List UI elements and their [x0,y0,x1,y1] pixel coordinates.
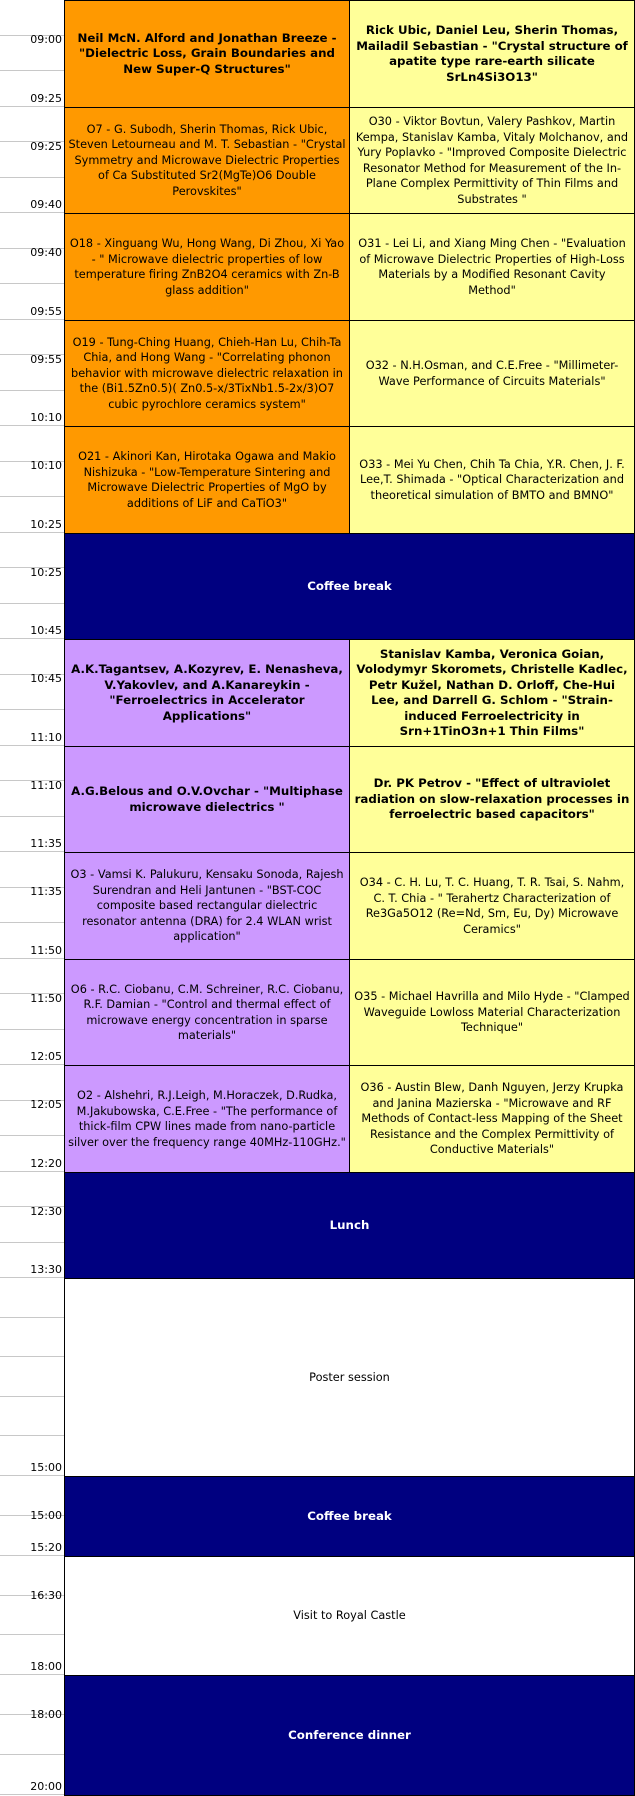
slot-end-time: 13:30 [30,1263,62,1276]
session-left [64,426,350,534]
session-left-text: O7 - G. Subodh, Sherin Thomas, Rick Ubic, Steven Letourneau and M. T. Sebastian - "Crystal Symmetry and Microwave Dielectric Properties of Ca Substituted Sr2(MgTe)O6 Double Perovskites" [68,122,346,198]
time-gridline [0,426,64,462]
slot-end-time: 11:35 [30,837,62,850]
session-right-text: O34 - C. H. Lu, T. C. Huang, T. R. Tsai, S. Nahm, C. T. Chia - " Terahertz Characterization of Re3Ga5O12 (Re=Nd, Sm, Eu, Dy) Microwave Ceramics" [359,876,625,936]
time-gridline [0,533,64,568]
session-left-text: O2 - Alshehri, R.J.Leigh, M.Horaczek, D.Rudka, M.Jakubowska, C.E.Free - "The performance of thick-film CPW lines made from nano-particle silver over the frequency range 40MHz-110GHz." [68,1089,346,1149]
event-block [64,1556,635,1676]
session-left-text: O19 - Tung-Ching Huang, Chieh-Han Lu, Chih-Ta Chia, and Hong Wang - "Correlating phonon behavior with microwave dielectric relaxation in the (Bi1.5Zn0.5)( Zn0.5-x/3TixNb1.5-2x/3)O7 cubic pyrochlore ceramics system" [71,335,343,411]
session-left-text: O18 - Xinguang Wu, Hong Wang, Di Zhou, Xi Yao - " Microwave dielectric properties of low temperature firing ZnB2O4 ceramics with Zn-B glass addition" [69,237,345,297]
slot-end-time: 15:00 [30,1461,62,1474]
slot-start-time: 10:45 [30,672,62,685]
slot-start-time: 11:10 [30,779,62,792]
time-gridline [0,1172,64,1207]
time-gridline [0,213,64,249]
session-left-text: A.K.Tagantsev, A.Kozyrev, E. Nenasheva, V.Yakovlev, and A.Kanareykin - "Ferroelectrics in Accelerator Applications" [71,662,343,723]
time-gridline [0,1397,64,1437]
slot-end-time: 10:25 [30,518,62,531]
time-gridline [0,0,64,36]
session-right-text: O33 - Mei Yu Chen, Chih Ta Chia, Y.R. Chen, J. F. Lee,T. Shimada - "Optical Characterization and theoretical simulation of BMTO and BMNO" [359,457,625,502]
session-right [349,426,635,534]
slot-start-time: 12:05 [30,1098,62,1111]
slot-end-time: 11:50 [30,944,62,957]
slot-start-time: 16:30 [30,1589,62,1602]
session-left-text: A.G.Belous and O.V.Ovchar - "Multiphase microwave dielectrics " [71,784,343,814]
time-gridline [0,746,64,781]
slot-end-time: 09:40 [30,198,62,211]
break-block-text: Coffee break [307,1508,392,1523]
time-gridline [0,1357,64,1397]
slot-end-time: 20:00 [30,1780,62,1793]
time-gridline [0,959,64,994]
slot-start-time: 09:40 [30,246,62,259]
session-left [64,320,350,427]
session-left [64,213,350,321]
session-left [64,1065,350,1173]
session-left-text: O21 - Akinori Kan, Hirotaka Ogawa and Makio Nishizuka - "Low-Temperature Sintering and Microwave Dielectric Properties of MgO by additions of LiF and CaTiO3" [78,450,336,510]
session-right-text: O32 - N.H.Osman, and C.E.Free - "Millimeter-Wave Performance of Circuits Materials" [365,359,619,388]
time-gridline [0,639,64,675]
session-left [64,0,350,108]
session-left [64,959,350,1066]
break-block [64,1675,635,1796]
slot-start-time: 12:30 [30,1205,62,1218]
session-right-text: O31 - Lei Li, and Xiang Ming Chen - "Evaluation of Microwave Dielectric Properties of High-Loss Materials by a Modified Resonant Cavity Method" [358,237,626,297]
slot-end-time: 12:20 [30,1157,62,1170]
session-left [64,746,350,853]
time-gridline [0,1065,64,1101]
session-right-text: Rick Ubic, Daniel Leu, Sherin Thomas, Mailadil Sebastian - "Crystal structure of apatite type rare-earth silicate SrLn4Si3O13" [356,23,628,84]
break-block [64,1476,635,1557]
session-right-text: Dr. PK Petrov - "Effect of ultraviolet radiation on slow-relaxation processes in ferroelectric based capacitors" [354,776,630,822]
slot-start-time: 11:35 [30,885,62,898]
slot-start-time: 15:00 [30,1509,62,1522]
event-block [64,1278,635,1477]
slot-start-time: 10:10 [30,459,62,472]
slot-end-time: 09:55 [30,305,62,318]
session-right-text: O30 - Viktor Bovtun, Valery Pashkov, Martin Kempa, Stanislav Kamba, Vitaly Molchanov, and Yury Poplavko - "Improved Composite Dielectric Resonator Method for Measurement of the In-Plane Complex Permittivity of Thin Films and Substrates " [355,115,629,206]
session-right [349,320,635,427]
session-right [349,639,635,747]
time-gridline [0,852,64,888]
session-right-text: O36 - Austin Blew, Danh Nguyen, Jerzy Krupka and Janina Mazierska - "Microwave and RF Methods of Contact-less Mapping of the Sheet Resistance and the Complex Permittivity of Conductive Materials" [360,1081,624,1157]
session-right-text: O35 - Michael Havrilla and Milo Hyde - "Clamped Waveguide Lowloss Material Characterization Technique" [354,990,630,1035]
event-block-text: Visit to Royal Castle [293,1609,406,1623]
event-block-text: Poster session [309,1370,390,1384]
session-left [64,639,350,747]
slot-start-time: 09:55 [30,353,62,366]
slot-start-time: 10:25 [30,566,62,579]
session-left-text: O3 - Vamsi K. Palukuru, Kensaku Sonoda, Rajesh Surendran and Heli Jantunen - "BST-COC composite based rectangular dielectric resonator antenna (DRA) for 2.4 WLAN wrist application" [70,868,344,944]
break-block-text: Coffee break [307,578,392,593]
break-block [64,533,635,640]
slot-start-time: 11:50 [30,992,62,1005]
session-right-text: Stanislav Kamba, Veronica Goian, Volodymyr Skoromets, Christelle Kadlec, Petr Kužel, Nathan D. Orloff, Che-Hui Lee, and Darrell G. Schlom - "Strain-induced Ferroelectricity in Srn+1TinO3n+1 Thin Films" [356,646,628,738]
session-right [349,213,635,321]
session-right [349,1065,635,1173]
slot-start-time: 18:00 [30,1708,62,1721]
session-right [349,746,635,853]
time-gridline [0,1715,64,1755]
slot-end-time: 10:45 [30,624,62,637]
session-left [64,107,350,214]
break-block [64,1172,635,1279]
slot-end-time: 11:10 [30,731,62,744]
slot-end-time: 15:20 [30,1541,62,1554]
session-right [349,852,635,960]
slot-end-time: 09:25 [30,92,62,105]
session-right [349,0,635,108]
time-gridline [0,107,64,142]
slot-start-time: 09:25 [30,140,62,153]
slot-start-time: 09:00 [30,33,62,46]
session-left [64,852,350,960]
session-left-text: Neil McN. Alford and Jonathan Breeze - "Dielectric Loss, Grain Boundaries and New Super-Q Structures" [77,30,337,76]
session-right [349,107,635,214]
slot-end-time: 10:10 [30,411,62,424]
break-block-text: Conference dinner [288,1727,411,1742]
break-block-text: Lunch [329,1217,370,1232]
session-left-text: O6 - R.C. Ciobanu, C.M. Schreiner, R.C. Ciobanu, R.F. Damian - "Control and thermal effect of microwave energy concentration in sparse materials" [70,982,344,1042]
time-gridline [0,1318,64,1358]
time-gridline [0,1278,64,1318]
time-gridline [0,320,64,355]
slot-end-time: 12:05 [30,1050,62,1063]
session-right [349,959,635,1066]
slot-end-time: 18:00 [30,1660,62,1673]
